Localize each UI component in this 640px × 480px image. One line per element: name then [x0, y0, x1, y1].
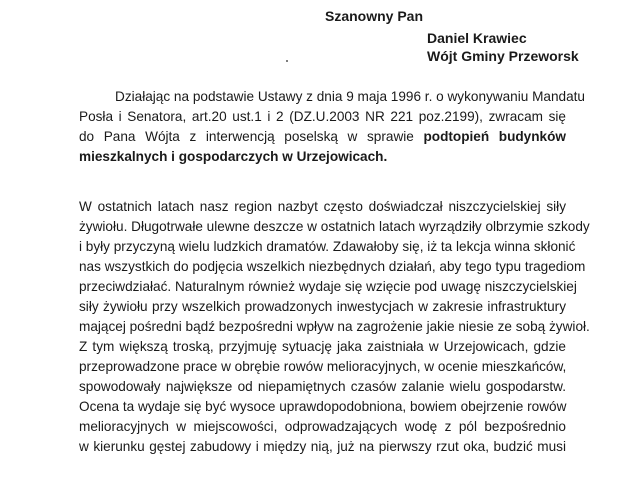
body-line: Ocena ta wydaje się być wysoce uprawdopodobniona, bowiem obejrzenie rowów: [79, 399, 567, 414]
intro-line-4: mieszkalnych i gospodarczych w Urzejowicach.: [79, 149, 388, 164]
intro-line-2: Posła i Senatora, art.20 ust.1 i 2 (DZ.U.2003 NR 221 poz.2199), zwracam się: [79, 109, 566, 124]
body-line: melioracyjnych w miejscowości, odprowadzających wodę z pól bezpośrednio: [79, 419, 566, 434]
body-line: siły żywiołu przy wszelkich prowadzonych inwestycjach w zakresie infrastruktury: [79, 299, 566, 314]
body-line: przeciwdziałać. Naturalnym również wydaje się wzięcie pod uwagę niszczycielskiej: [79, 279, 577, 294]
intro-line-1: Działając na podstawie Ustawy z dnia 9 maja 1996 r. o wykonywaniu Mandatu: [115, 89, 585, 104]
body-line: w kierunku gęstej zabudowy i między nią, już na pierwszy rzut oka, budzić musi: [79, 439, 566, 454]
intro-line-3-emphasis: podtopień budynków: [423, 129, 566, 144]
body-line: mającej pośredni bądź bezpośredni wpływ na zagrożenie jakie niesie ze sobą żywioł.: [79, 319, 590, 334]
intro-line-3: [79, 127, 566, 147]
body-paragraph: [79, 197, 590, 457]
salutation: Szanowny Pan: [325, 8, 424, 24]
body-line: spowodowały największe od niepamiętnych czasów zalanie wielu gospodarstw.: [79, 379, 566, 394]
recipient-name: Daniel Krawiec: [427, 30, 527, 46]
body-line: i były przyczyną wielu ludzkich dramatów. Zdawałoby się, iż ta lekcja winna skłonić: [79, 239, 576, 254]
intro-line-3-text: do Pana Wójta z interwencją poselską w sprawie: [79, 129, 424, 144]
body-line: przeprowadzone prace w obrębie rowów melioracyjnych, w ocenie mieszkańców,: [79, 359, 567, 374]
body-line: nas wszystkich do podjęcia wszelkich niezbędnych działań, aby tego typu tragediom: [79, 259, 586, 274]
intro-paragraph: [79, 87, 585, 167]
body-line: Z tym większą troską, przyjmuję sytuację jaka zaistniała w Urzejowicach, gdzie: [79, 339, 566, 354]
body-line: W ostatnich latach nasz region nazbyt często doświadczał niszczycielskiej siły: [79, 199, 566, 214]
scan-speck: [286, 60, 288, 62]
recipient-title: Wójt Gminy Przeworsk: [427, 48, 579, 64]
body-line: żywiołu. Długotrwałe ulewne deszcze w ostatnich latach wyrządziły olbrzymie szkody: [79, 219, 590, 234]
